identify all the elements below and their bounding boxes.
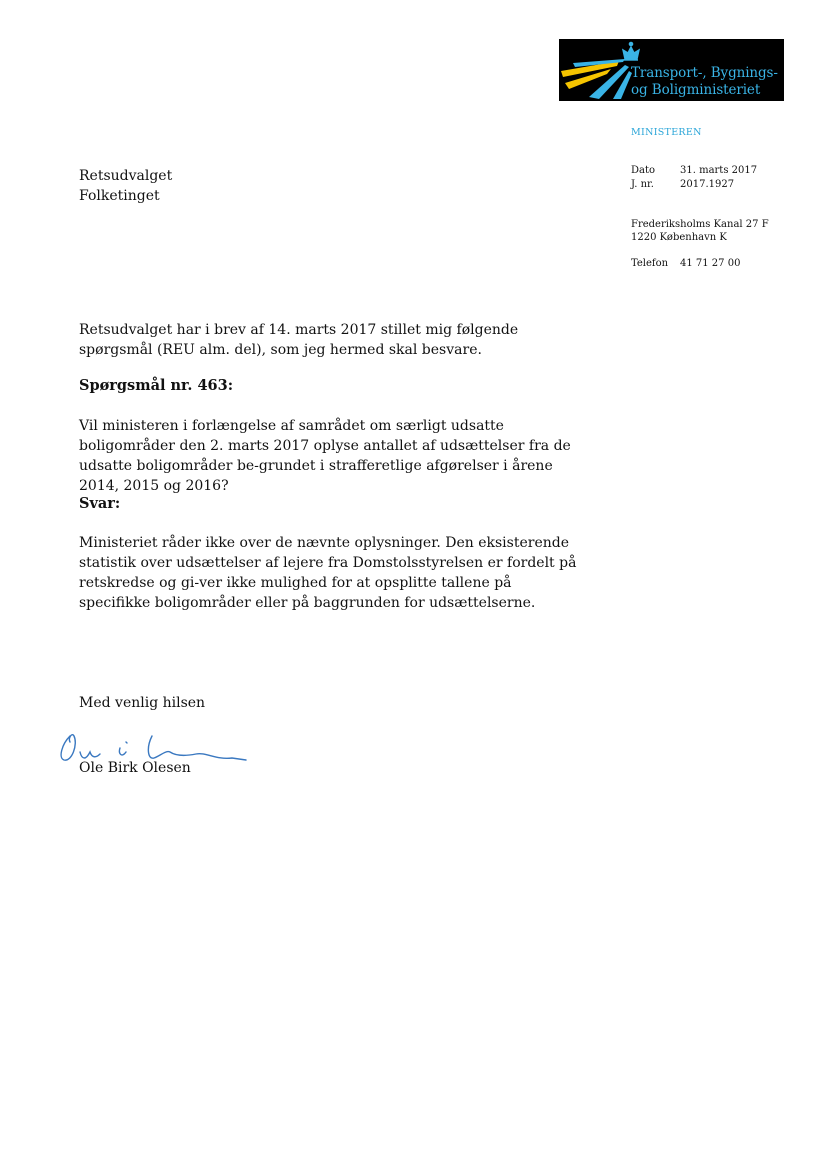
closing-greeting: Med venlig hilsen: [79, 695, 206, 711]
ministry-logo: [559, 39, 784, 101]
phone-row: [631, 258, 740, 269]
crown-icon: [623, 42, 639, 60]
intro-paragraph: Retsudvalget har i brev af 14. marts 2017 stillet mig følgende spørgsmål (REU alm. del), som jeg hermed skal besvare.: [79, 322, 519, 358]
date-row: [631, 165, 757, 176]
address-line-1: Frederiksholms Kanal 27 F: [631, 219, 769, 230]
date-value: 31. marts 2017: [680, 165, 758, 176]
answer-paragraph: Ministeriet råder ikke over de nævnte oplysninger. Den eksisterende statistik over udsættelser af lejere fra Domstolsstyrelsen er fordelt på retskredse og gi-ver ikke mulighed for at opsplitte tallene på specifikke boligområder eller på baggrunden for udsættelserne.: [79, 535, 577, 611]
phone-label: Telefon: [631, 258, 669, 269]
signatory-name: Ole Birk Olesen: [79, 760, 191, 776]
recipient-line-1: Retsudvalget: [79, 168, 173, 184]
recipient-block: [79, 166, 172, 206]
phone-value: 41 71 27 00: [680, 258, 741, 269]
journal-number-row: [631, 179, 734, 190]
journal-number-label: J. nr.: [631, 179, 654, 190]
answer-heading: Svar:: [79, 495, 121, 512]
journal-number-value: 2017.1927: [680, 179, 735, 190]
department-label: MINISTEREN: [631, 127, 702, 138]
question-heading: Spørgsmål nr. 463:: [79, 377, 234, 394]
logo-line-1: Transport-, Bygnings-: [631, 65, 778, 81]
date-label: Dato: [631, 165, 656, 176]
address-block: [631, 218, 769, 244]
logo-wordmark: [631, 65, 778, 99]
address-line-2: 1220 København K: [631, 232, 727, 243]
question-paragraph: Vil ministeren i forlængelse af samrådet om særligt udsatte boligområder den 2. marts 2017 oplyse antallet af udsættelser fra de udsatte boligområder be-grundet i strafferetlige afgørelser i årene 2014, 2015 og 2016?: [79, 418, 571, 494]
recipient-line-2: Folketinget: [79, 188, 160, 204]
logo-line-2: og Boligministeriet: [631, 82, 761, 98]
